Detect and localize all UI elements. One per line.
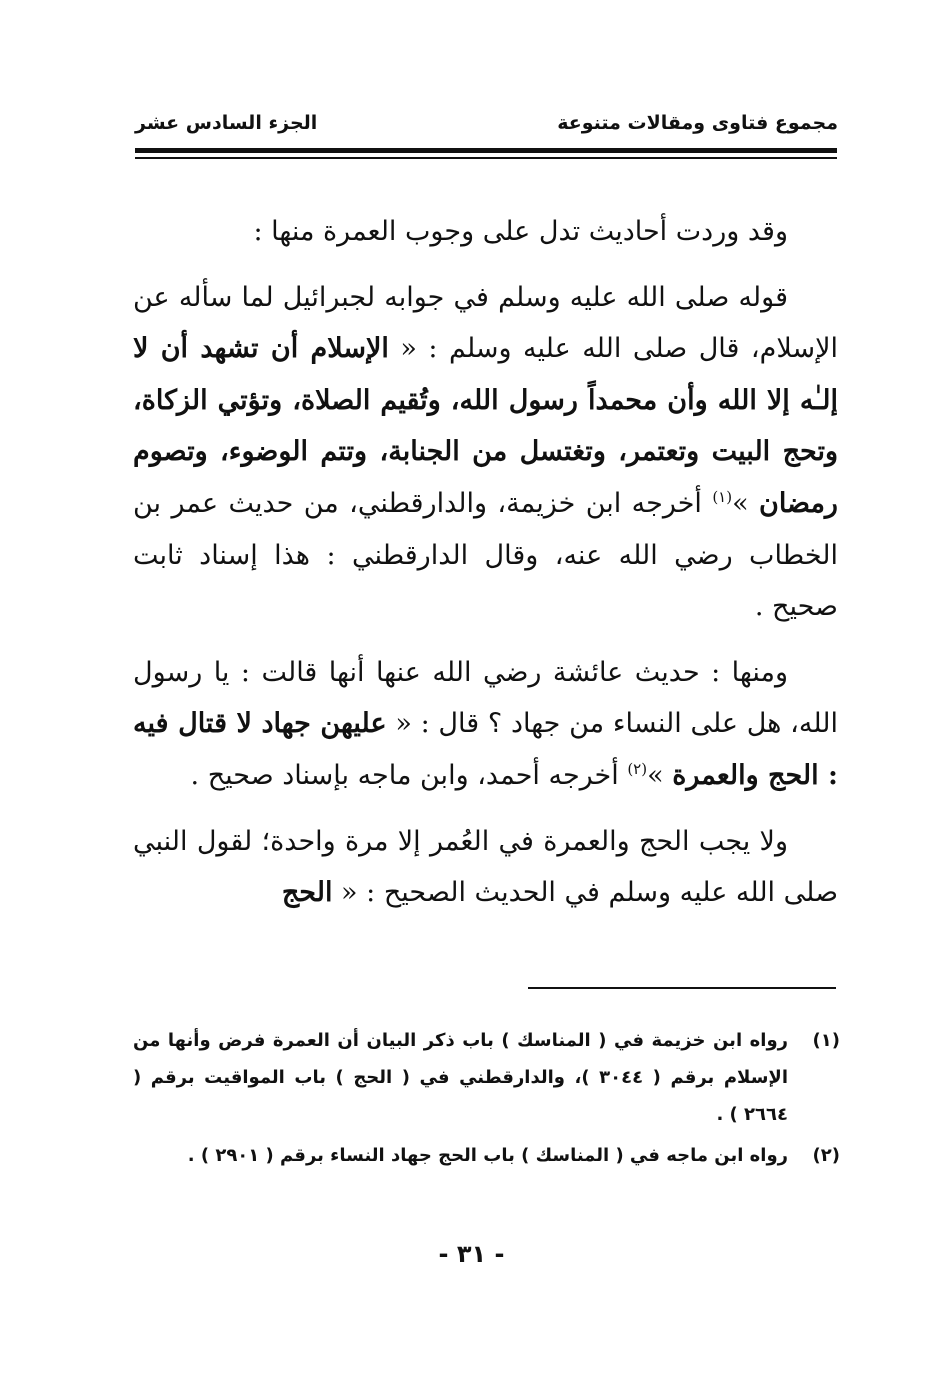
running-header-title: مجموع فتاوى ومقالات متنوعة (557, 112, 838, 134)
footnote-text: رواه ابن ماجه في ( المناسك ) باب الحج جهاد النساء برقم ( ٢٩٠١ ) . (187, 1145, 788, 1166)
paragraph-hadith-jibril (133, 272, 838, 633)
text-run: أخرجه أحمد، وابن ماجه بإسناد صحيح . (190, 759, 628, 791)
page-number: - ٣١ - (438, 1240, 505, 1268)
header-rule-thick (135, 148, 837, 153)
text-run: ولا يجب الحج والعمرة في العُمر إلا مرة واحدة؛ لقول النبي صلى الله عليه وسلم في الحديث الصحيح : « (133, 825, 838, 909)
main-text (133, 206, 838, 919)
footnote-ref-1[interactable]: (١) (712, 487, 733, 506)
hadith-quote: الإسلام أن تشهد أن لا إلـٰه إلا الله وأن محمداً رسول الله، وتُقيم الصلاة، وتؤتي الزكاة، وتحج البيت وتعتمر، وتغتسل من الجنابة، وتتم الوضوء، وتصوم رمضان (133, 333, 838, 519)
footnote-number: (١) (812, 1030, 840, 1051)
footnote-ref-2[interactable]: (٢) (627, 759, 648, 778)
footnote-2 (133, 1137, 840, 1174)
hadith-quote: الحج (281, 877, 333, 909)
footnotes (133, 1022, 840, 1174)
running-header-volume: الجزء السادس عشر (135, 112, 318, 134)
footnote-number: (٢) (812, 1145, 840, 1166)
text-run: قوله صلى الله عليه وسلم في جوابه لجبرائيل لما سأله عن الإسلام، قال صلى الله عليه وسلم : « (133, 281, 838, 365)
footnote-separator (528, 987, 836, 989)
quote-close: » (647, 759, 673, 791)
text-run: أخرجه ابن خزيمة، والدارقطني، من حديث عمر بن الخطاب رضي الله عنه، وقال الدارقطني : هذا إسناد ثابت صحيح . (133, 487, 838, 623)
paragraph-intro: وقد وردت أحاديث تدل على وجوب العمرة منها : (253, 216, 788, 247)
paragraph-once-in-life (133, 816, 838, 919)
footnote-1 (133, 1022, 840, 1133)
text-run: ومنها : حديث عائشة رضي الله عنها أنها قالت : يا رسول الله، هل على النساء من جهاد ؟ قال : « (133, 656, 838, 740)
paragraph-hadith-aisha (133, 647, 838, 802)
hadith-quote: عليهن جهاد لا قتال فيه : الحج والعمرة (133, 708, 838, 791)
footnote-text: رواه ابن خزيمة في ( المناسك ) باب ذكر البيان أن العمرة فرض وأنها من الإسلام برقم ( ٣٠٤٤ )، والدارقطني في ( الحج ) باب المواقيت برقم ( ٢٦٦٤ ) . (133, 1030, 788, 1125)
header-rule-thin (135, 157, 837, 159)
quote-close: » (732, 487, 759, 519)
